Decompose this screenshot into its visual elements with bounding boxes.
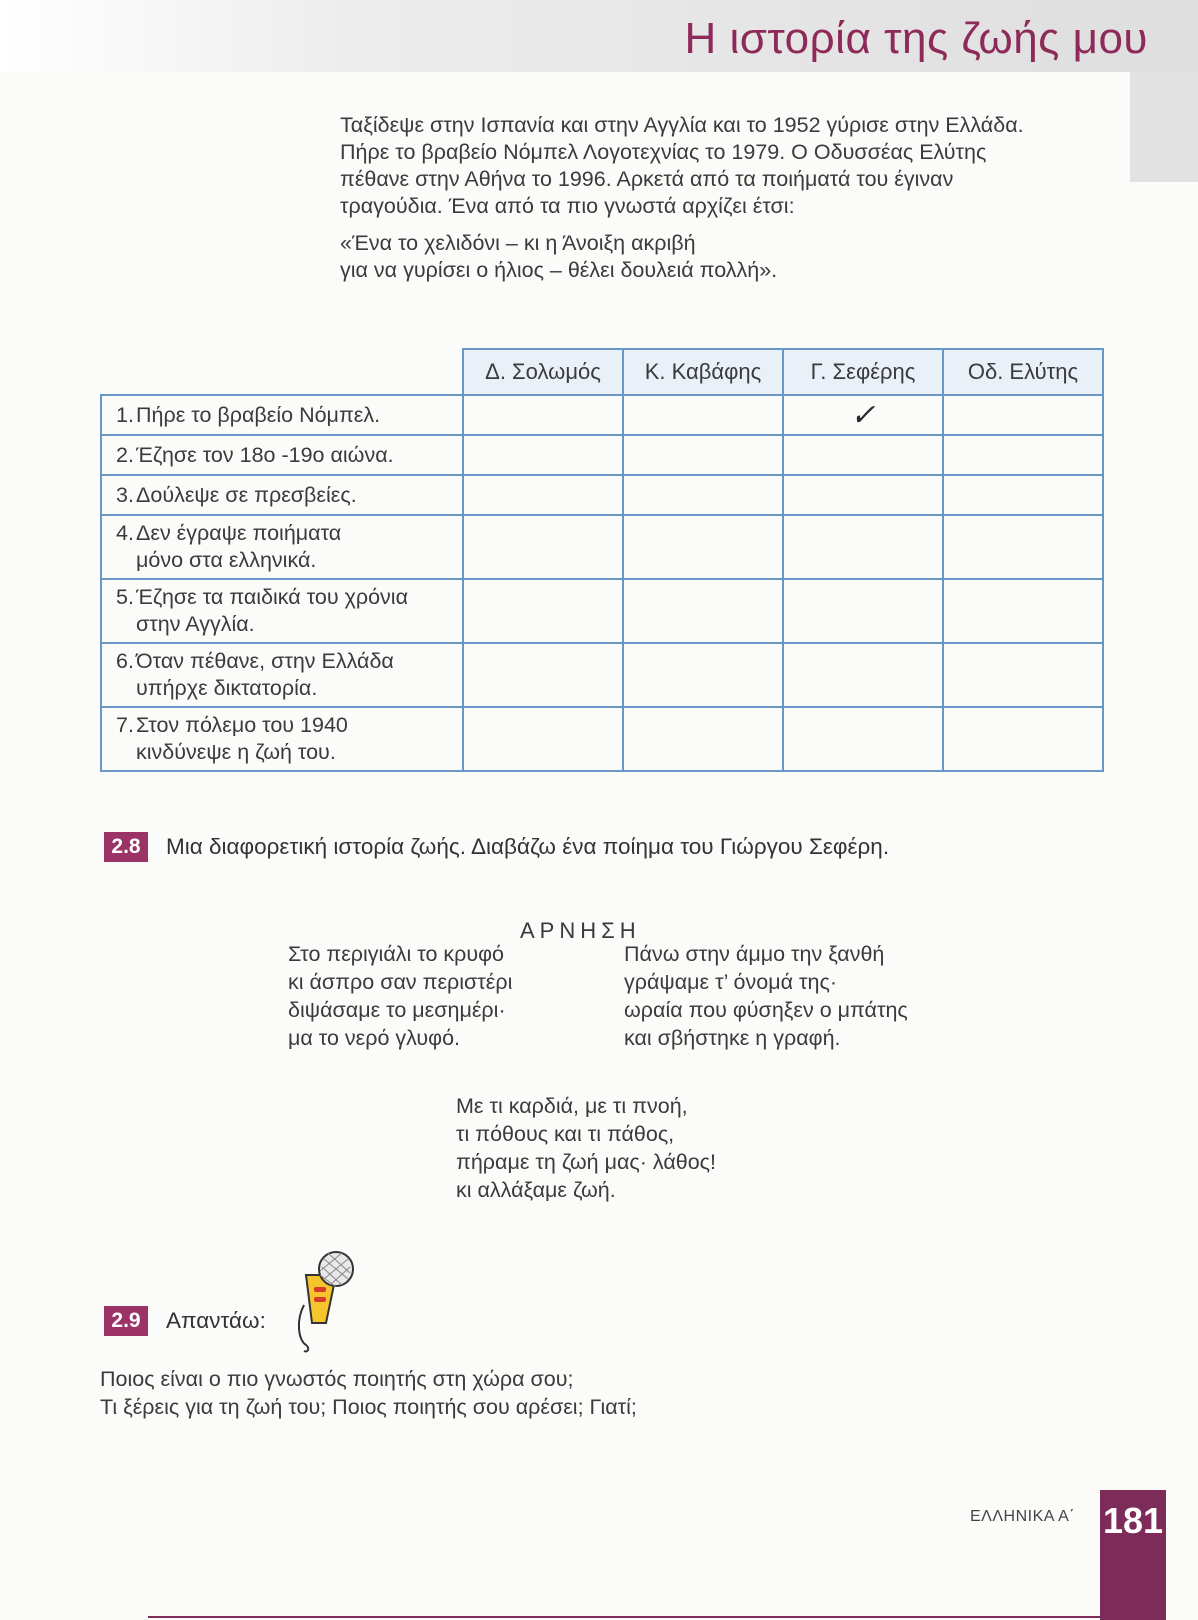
statement-text [136,442,436,469]
statement-cell [101,515,463,579]
statement-text [136,584,436,638]
section-badge-2-8: 2.8 [104,832,148,862]
statement-number: 7. [116,713,134,737]
poem-line: μα το νερό γλυφό. [288,1026,461,1050]
column-header-kavafis: Κ. Καβάφης [623,349,783,395]
table-row [101,579,1103,643]
statement-number: 1. [116,402,134,427]
table-row [101,395,1103,435]
statement-cell [101,707,463,771]
statement-line: Όταν πέθανε, στην Ελλάδα [136,649,394,673]
check-cell[interactable] [783,475,943,515]
poem-line: ωραία που φύσηξεν ο μπάτης [624,998,908,1022]
microphone-icon [292,1245,362,1355]
table-row [101,707,1103,771]
answer-questions [100,1365,637,1421]
check-cell[interactable] [463,475,623,515]
check-cell[interactable] [463,707,623,771]
poem-line: Πάνω στην άμμο την ξανθή [624,942,885,966]
intro-line: πέθανε στην Αθήνα το 1996. Αρκετά από τα ποιήματά του έγιναν [340,167,954,191]
check-cell[interactable] [623,475,783,515]
check-cell[interactable] [623,515,783,579]
question-line: Ποιος είναι ο πιο γνωστός ποιητής στη χώρα σου; [100,1367,574,1391]
table-row [101,435,1103,475]
quote-line: «Ένα το χελιδόνι – κι η Άνοιξη ακριβή [340,231,696,255]
check-cell[interactable] [463,643,623,707]
statement-cell [101,643,463,707]
poem-line: Με τι καρδιά, με τι πνοή, [456,1094,688,1118]
table-row [101,515,1103,579]
poem-line: γράψαμε τ’ όνομά της· [624,970,837,994]
check-cell[interactable] [943,515,1103,579]
poem-title: ΑΡΝΗΣΗ [520,918,641,943]
statement-line: μόνο στα ελληνικά. [136,548,317,572]
statement-line: Έζησε τον 18ο -19ο αιώνα. [136,442,394,467]
statement-cell [101,475,463,515]
statement-line: Δούλεψε σε πρεσβείες. [136,482,357,507]
statement-cell [101,579,463,643]
check-cell[interactable] [623,579,783,643]
poem-stanza-2 [624,940,908,1052]
check-cell[interactable] [783,579,943,643]
check-cell[interactable] [943,435,1103,475]
statement-line: κινδύνεψε η ζωή του. [136,740,336,764]
bottom-divider [148,1616,1100,1618]
poem-line: πήραμε τη ζωή μας· λάθος! [456,1150,716,1174]
poets-table [100,348,1104,772]
poem-line: Στο περιγιάλι το κρυφό [288,942,505,966]
check-cell[interactable] [943,475,1103,515]
section-title-2-8: Μια διαφορετική ιστορία ζωής. Διαβάζω ένα ποίημα του Γιώργου Σεφέρη. [166,834,890,859]
check-cell[interactable] [943,395,1103,435]
check-cell[interactable] [623,643,783,707]
check-mark-icon: ✓ [850,398,876,432]
statement-number: 2. [116,442,134,467]
song-quote [340,230,1100,284]
side-band [1130,72,1198,182]
statement-line: υπήρχε δικτατορία. [136,676,318,700]
check-cell[interactable] [783,707,943,771]
poem-stanza-1 [288,940,512,1052]
section-badge-2-9: 2.9 [104,1306,148,1336]
footer-label: ΕΛΛΗΝΙΚΑ Α΄ [970,1508,1076,1525]
statement-cell [101,395,463,435]
page-number: 181 [1100,1490,1166,1620]
statement-number: 5. [116,585,134,609]
table-header-row [101,349,1103,395]
check-cell[interactable] [783,395,943,435]
statement-text [136,648,436,702]
statement-number: 4. [116,521,134,545]
statement-line: Πήρε το βραβείο Νόμπελ. [136,402,381,427]
statement-number: 3. [116,482,134,507]
poem-line: κι αλλάξαμε ζωή. [456,1178,616,1202]
intro-line: τραγούδια. Ένα από τα πιο γνωστά αρχίζει έτσι: [340,194,795,218]
table-row [101,643,1103,707]
intro-line: Πήρε το βραβείο Νόμπελ Λογοτεχνίας το 1979. Ο Οδυσσέας Ελύτης [340,140,987,164]
check-cell[interactable] [623,435,783,475]
poem-line: τι πόθους και τι πάθος, [456,1122,675,1146]
poets-table-wrap [100,348,1104,772]
column-header-solomos: Δ. Σολωμός [463,349,623,395]
question-line: Τι ξέρεις για τη ζωή του; Ποιος ποιητής σου αρέσει; Γιατί; [100,1395,637,1419]
poem-stanza-3 [456,1092,716,1204]
intro-line: Ταξίδεψε στην Ισπανία και στην Αγγλία και το 1952 γύρισε στην Ελλάδα. [340,113,1024,137]
poem-line: και σβήστηκε η γραφή. [624,1026,841,1050]
table-row [101,475,1103,515]
column-header-seferis: Γ. Σεφέρης [783,349,943,395]
statement-number: 6. [116,649,134,673]
table-body [101,395,1103,771]
statement-line: Δεν έγραψε ποιήματα [136,521,342,545]
poem-line: κι άσπρο σαν περιστέρι [288,970,513,994]
statement-text [136,402,436,429]
check-cell[interactable] [783,435,943,475]
statement-line: Στον πόλεμο του 1940 [136,713,348,737]
quote-line: για να γυρίσει ο ήλιος – θέλει δουλειά πολλή». [340,258,778,282]
statement-text [136,482,436,509]
check-cell[interactable] [623,707,783,771]
check-cell[interactable] [623,395,783,435]
check-cell[interactable] [783,643,943,707]
statement-line: Έζησε τα παιδικά του χρόνια [136,585,409,609]
poem-line: διψάσαμε το μεσημέρι· [288,998,506,1022]
check-cell[interactable] [463,435,623,475]
check-cell[interactable] [943,643,1103,707]
statement-text [136,520,436,574]
check-cell[interactable] [463,395,623,435]
statement-line: στην Αγγλία. [136,612,255,636]
table-corner [101,349,463,395]
check-cell[interactable] [463,515,623,579]
page-title: Η ιστορία της ζωής μου [684,14,1148,63]
section-title-2-9: Απαντάω: [166,1308,266,1333]
check-cell[interactable] [943,579,1103,643]
column-header-elytis: Οδ. Ελύτης [943,349,1103,395]
statement-text [136,712,436,766]
intro-text [340,112,1100,284]
check-cell[interactable] [463,579,623,643]
statement-cell [101,435,463,475]
check-cell[interactable] [783,515,943,579]
check-cell[interactable] [943,707,1103,771]
